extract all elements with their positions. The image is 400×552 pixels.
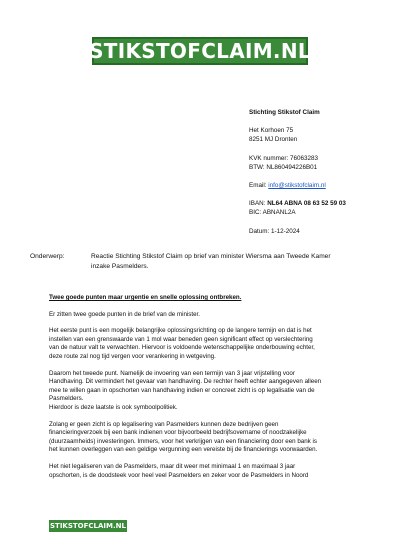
sender-name: Stichting Stikstof Claim (249, 109, 320, 116)
paragraph-line: opschorten, is de doodsteek voor heel veel Pasmelders en zeker voor de Pasmelders in Noord (49, 471, 309, 479)
sender-bic: BIC: ABNANL2A (249, 209, 296, 217)
footer-logo (49, 520, 127, 532)
sender-kvk: KVK nummer: 76063283 (249, 154, 318, 162)
paragraph-line: het kunnen overleggen van een geldige vergunning een vereiste bij de financierings voorwaarden. (49, 446, 318, 454)
paragraph-line: instellen van een grenswaarde van 1 mol waar beneden geen significant effect op verslechtering (49, 335, 313, 343)
subject-line-2: inzake Pasmelders. (91, 262, 149, 270)
footer-logo-text: STIKSTOFCLAIM.NL (50, 521, 126, 530)
letter-date: Datum: 1-12-2024 (249, 227, 300, 235)
paragraph-line: Er zitten twee goede punten in de brief van de minister. (49, 310, 200, 318)
sender-address-block (249, 108, 394, 236)
paragraph-line: mee te willen gaan in opschorten van handhaving indien er concreet zicht is op legalisatie van de (49, 386, 315, 394)
subject-text (91, 252, 371, 271)
sender-btw: BTW: NL860494226B01 (249, 163, 318, 171)
paragraph-line: Daarom het tweede punt. Namelijk de invoering van een termijn van 3 jaar vrijstelling voor (49, 369, 295, 377)
paragraph-2 (49, 327, 394, 361)
paragraph-line: van de natuur valt te verwachten. Hiervoor is voldoende wetenschappelijke onderbouwing echter, (49, 344, 315, 352)
iban-label: IBAN: (249, 200, 268, 208)
paragraph-line: Het eerste punt is een mogelijk belangrijke oplossingsrichting op de langere termijn en dat is het (49, 327, 312, 335)
body-heading: Twee goede punten maar urgentie en snelle oplossing ontbreken. (49, 294, 242, 301)
paragraph-line: Het niet legaliseren van de Pasmelders, maar dit weer met minimaal 1 en maximaal 3 jaar (49, 462, 296, 470)
paragraph-line: deze route zal nog tijd vergen voor verankering in wetgeving. (49, 352, 216, 360)
logo-text: STIKSTOFCLAIM.NL (89, 39, 311, 63)
paragraph-4 (49, 421, 394, 455)
paragraph-line: Zolang er geen zicht is op legalisering van Pasmelders kunnen deze bedrijven geen (49, 420, 279, 428)
email-link[interactable]: info@stikstofclaim.nl (268, 182, 326, 190)
paragraph-line: Hierdoor is deze laatste is ook symboolpolitiek. (49, 403, 178, 411)
letter-body (49, 294, 394, 488)
paragraph-5 (49, 463, 394, 480)
stikstofclaim-logo (89, 37, 311, 65)
paragraph-3 (49, 370, 394, 413)
sender-iban-line (249, 199, 394, 208)
iban-value: NL64 ABNA 08 63 52 59 03 (267, 200, 346, 208)
subject-label: Onderwerp: (30, 253, 65, 260)
sender-email-line (249, 181, 394, 190)
paragraph-line: (duurzaamheids) investeringen. Immers, voor het verkrijgen van een financiering door een bank is (49, 437, 317, 445)
sender-city: 8251 MJ Dronten (249, 136, 298, 144)
paragraph-1 (49, 311, 394, 320)
paragraph-line: Handhaving. Dit vermindert het gevaar van handhaving. De rechter heeft echter aangegeven alleen (49, 378, 322, 386)
paragraph-line: Pasmelders. (49, 395, 84, 403)
subject-line-1: Reactie Stichting Stikstof Claim op brief van minister Wiersma aan Tweede Kamer (91, 253, 331, 260)
paragraph-line: financieringverzoek bij een bank indienen voor bijvoorbeeld bedrijfsovername of noodzakelijke (49, 429, 307, 437)
email-label: Email: (249, 182, 269, 190)
sender-street: Het Korhoen 75 (249, 127, 294, 135)
